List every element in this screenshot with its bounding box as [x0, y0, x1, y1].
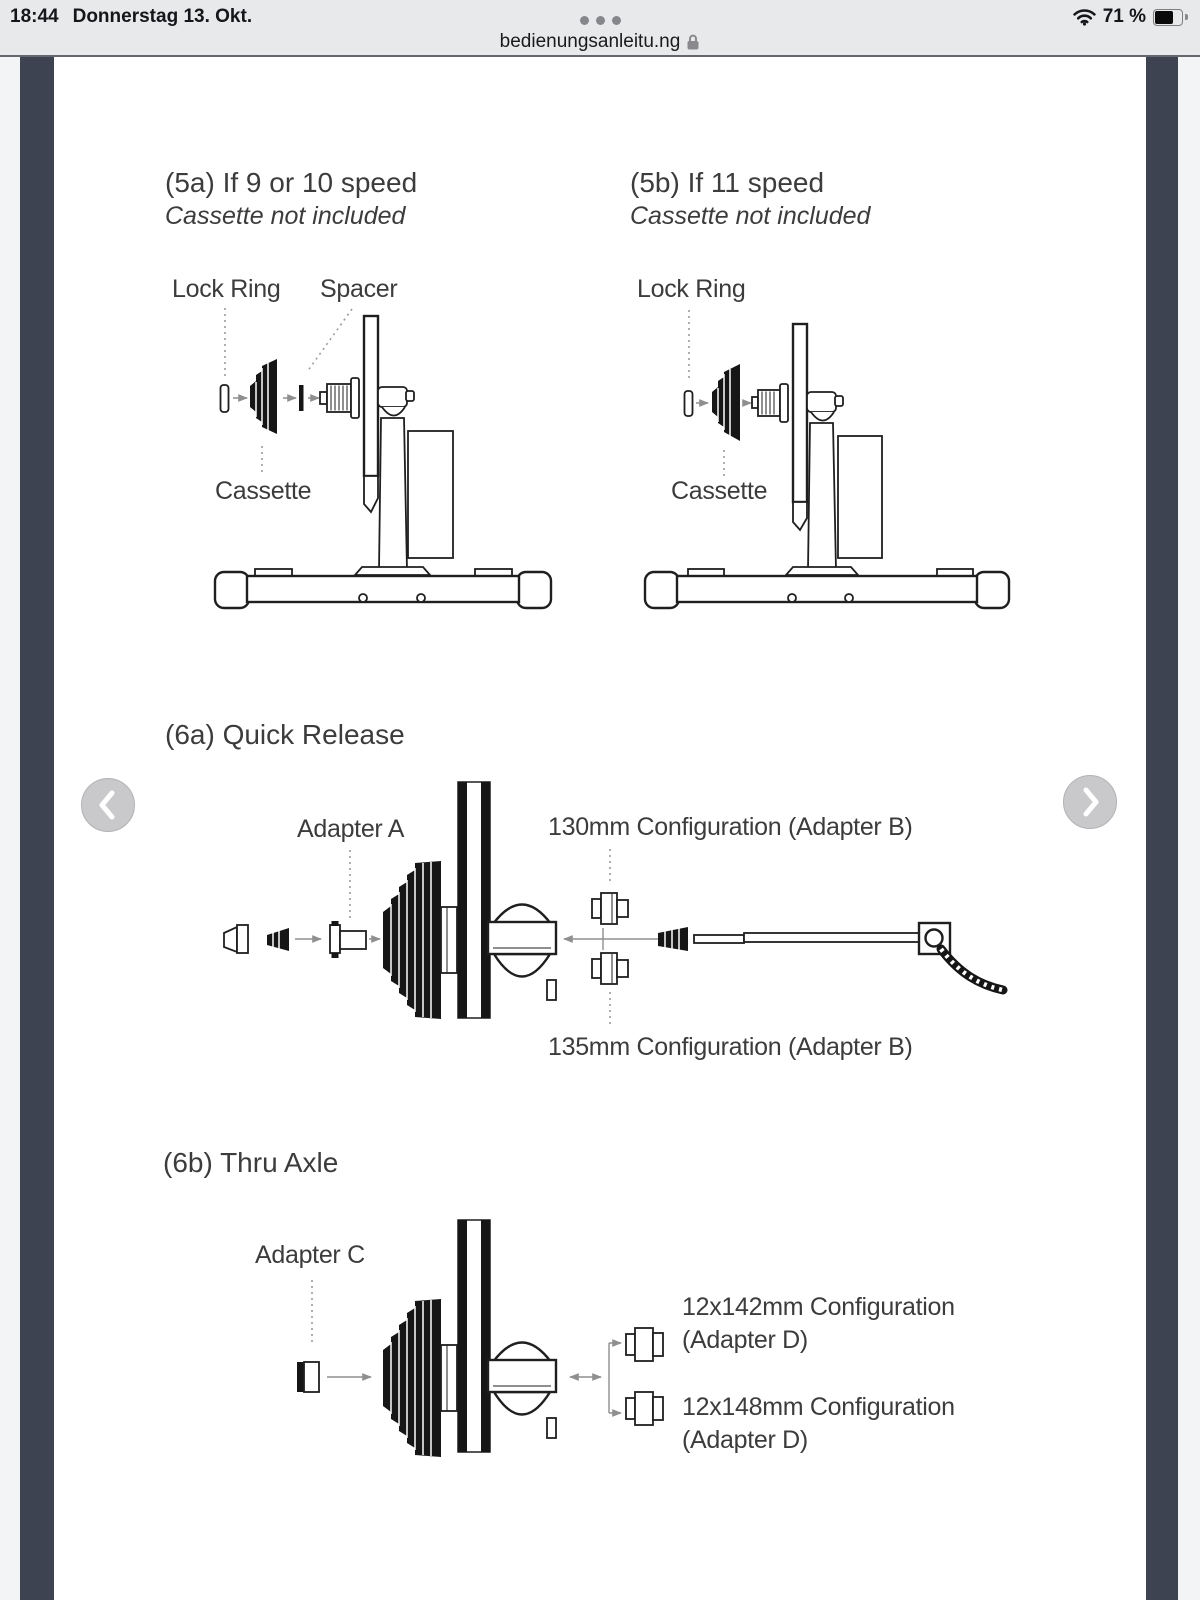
address-text: bedienungsanleitu.ng	[499, 31, 681, 52]
status-right	[1073, 6, 1188, 28]
tab-dots-icon[interactable]	[0, 16, 1200, 25]
next-page-button[interactable]	[1063, 775, 1117, 829]
label-cassette-5a: Cassette	[215, 477, 312, 505]
battery-percent: 71 %	[1102, 6, 1146, 27]
label-config-130: 130mm Configuration (Adapter B)	[548, 813, 913, 841]
date: Donnerstag 13. Okt.	[72, 6, 253, 27]
label-lock-ring-5b: Lock Ring	[637, 275, 746, 303]
address-bar[interactable]	[0, 31, 1200, 53]
label-config-148: 12x148mm Configuration	[682, 1393, 955, 1421]
heading-6a: (6a) Quick Release	[165, 719, 405, 750]
chevron-left-icon	[82, 779, 134, 831]
heading-6b: (6b) Thru Axle	[163, 1147, 339, 1178]
page-gutter-right	[1146, 57, 1178, 1600]
heading-5a: (5a) If 9 or 10 speed	[165, 167, 418, 198]
chevron-right-icon	[1064, 776, 1116, 828]
heading-5b: (5b) If 11 speed	[630, 167, 825, 198]
page-gutter-left	[20, 57, 54, 1600]
label-adapter-a: Adapter A	[297, 815, 405, 843]
label-config-142: 12x142mm Configuration	[682, 1293, 955, 1321]
wifi-icon	[1073, 9, 1096, 26]
clock: 18:44	[10, 6, 59, 27]
browser-chrome	[0, 0, 1200, 57]
label-adapter-c: Adapter C	[255, 1241, 365, 1269]
label-config-135: 135mm Configuration (Adapter B)	[548, 1033, 913, 1061]
note-5a: Cassette not included	[165, 202, 406, 230]
label-spacer-5a: Spacer	[320, 275, 398, 303]
lock-icon	[686, 33, 700, 51]
label-config-142-sub: (Adapter D)	[682, 1326, 808, 1354]
prev-page-button[interactable]	[81, 778, 135, 832]
label-config-148-sub: (Adapter D)	[682, 1426, 808, 1454]
battery-icon	[1153, 9, 1183, 26]
note-5b: Cassette not included	[630, 202, 871, 230]
label-lock-ring-5a: Lock Ring	[172, 275, 281, 303]
label-cassette-5b: Cassette	[671, 477, 768, 505]
